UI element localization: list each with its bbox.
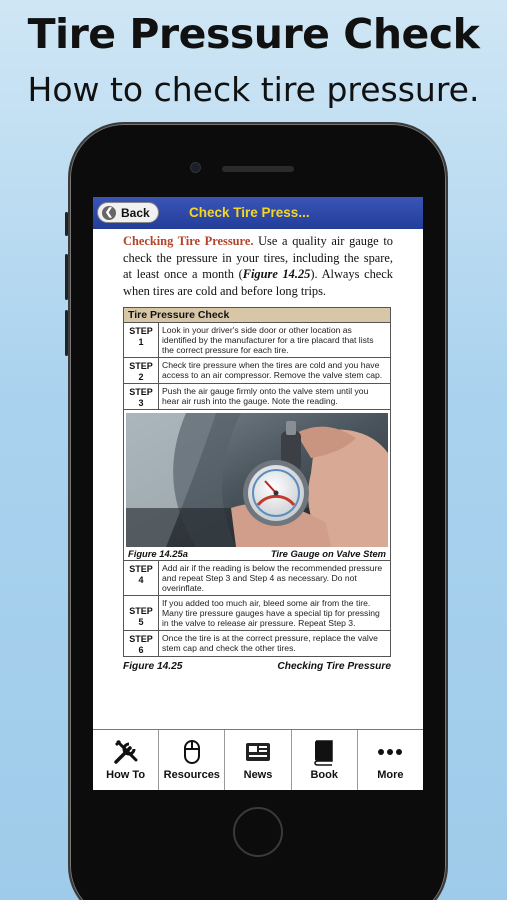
step-label: STEP 2 <box>124 358 159 383</box>
tab-label: More <box>377 769 404 781</box>
step-row <box>124 561 390 596</box>
step-text: Check tire pressure when the tires are cold and you have access to an air compressor. Remove the valve stem cap. <box>162 360 383 380</box>
figure-number: Figure 14.25 <box>123 661 183 672</box>
back-label: Back <box>121 205 150 220</box>
article-text-2: ). Always check when tires are cold and before long trips. <box>123 267 394 298</box>
tab-resources[interactable] <box>159 730 225 790</box>
earpiece-speaker <box>222 166 294 172</box>
step-label: STEP 5 <box>124 596 159 630</box>
volume-up-button <box>65 254 68 300</box>
procedure-header: Tire Pressure Check <box>124 308 390 323</box>
promo-title: Tire Pressure Check <box>27 10 480 58</box>
article-paragraph <box>123 233 393 299</box>
tab-label: Book <box>310 769 338 781</box>
app-screen <box>93 197 423 790</box>
figure-photo-block <box>124 410 390 561</box>
mouse-icon <box>182 738 202 766</box>
article-content <box>93 229 423 672</box>
procedure-box <box>123 307 391 657</box>
step-text: Once the tire is at the correct pressure, replace the valve stem cap and check the other tires. <box>162 633 378 653</box>
tab-label: How To <box>106 769 146 781</box>
back-button[interactable] <box>97 202 159 223</box>
front-camera <box>190 162 201 173</box>
nav-bar <box>93 197 423 229</box>
book-icon <box>311 738 337 766</box>
tools-icon <box>112 738 140 766</box>
photo-caption-row <box>126 547 388 559</box>
figure-caption: Checking Tire Pressure <box>277 661 391 672</box>
news-icon <box>244 738 272 766</box>
step-text: Push the air gauge firmly onto the valve stem until you hear air rush into the gauge. Note the reading. <box>162 386 369 406</box>
chevron-left-icon: ❮ <box>102 206 116 220</box>
tab-how-to[interactable] <box>93 730 159 790</box>
tab-label: News <box>243 769 273 781</box>
nav-title: Check Tire Press... <box>189 205 310 220</box>
more-icon <box>377 738 403 766</box>
tab-news[interactable] <box>225 730 291 790</box>
step-row <box>124 384 390 410</box>
step-label: STEP 4 <box>124 561 159 595</box>
tab-bar <box>93 729 423 790</box>
step-row <box>124 358 390 384</box>
step-row <box>124 323 390 358</box>
figure-reference: Figure 14.25 <box>242 267 311 281</box>
step-text: If you added too much air, bleed some air from the tire. Many tire pressure gauges have a special tip for pressing in the valve to release air pressure. Repeat Step 3. <box>162 598 380 628</box>
figure-caption-row <box>123 661 391 672</box>
photo-figure-number: Figure 14.25a <box>128 548 188 559</box>
step-label: STEP 6 <box>124 631 159 656</box>
tab-book[interactable] <box>292 730 358 790</box>
photo-caption: Tire Gauge on Valve Stem <box>270 548 386 559</box>
home-button[interactable] <box>233 807 283 857</box>
step-text: Add air if the reading is below the recommended pressure and repeat Step 3 and Step 4 as necessary. Do not overinflate. <box>162 563 383 593</box>
tab-label: Resources <box>163 769 220 781</box>
step-label: STEP 1 <box>124 323 159 357</box>
tire-gauge-photo <box>126 413 388 547</box>
step-text: Look in your driver's side door or other location as identified by the manufacturer for a tire placard that lists the correct pressure for each tire. <box>162 325 374 355</box>
article-text-1: Use a quality air gauge to check the pressure in your tires, including the spare, at least once a month ( <box>123 234 393 281</box>
tab-more[interactable] <box>358 730 423 790</box>
volume-down-button <box>65 310 68 356</box>
step-label: STEP 3 <box>124 384 159 409</box>
article-lead: Checking Tire Pressure. <box>123 234 254 248</box>
step-row <box>124 596 390 631</box>
promo-subtitle: How to check tire pressure. <box>27 70 480 109</box>
silent-switch <box>65 212 68 236</box>
step-row <box>124 631 390 656</box>
